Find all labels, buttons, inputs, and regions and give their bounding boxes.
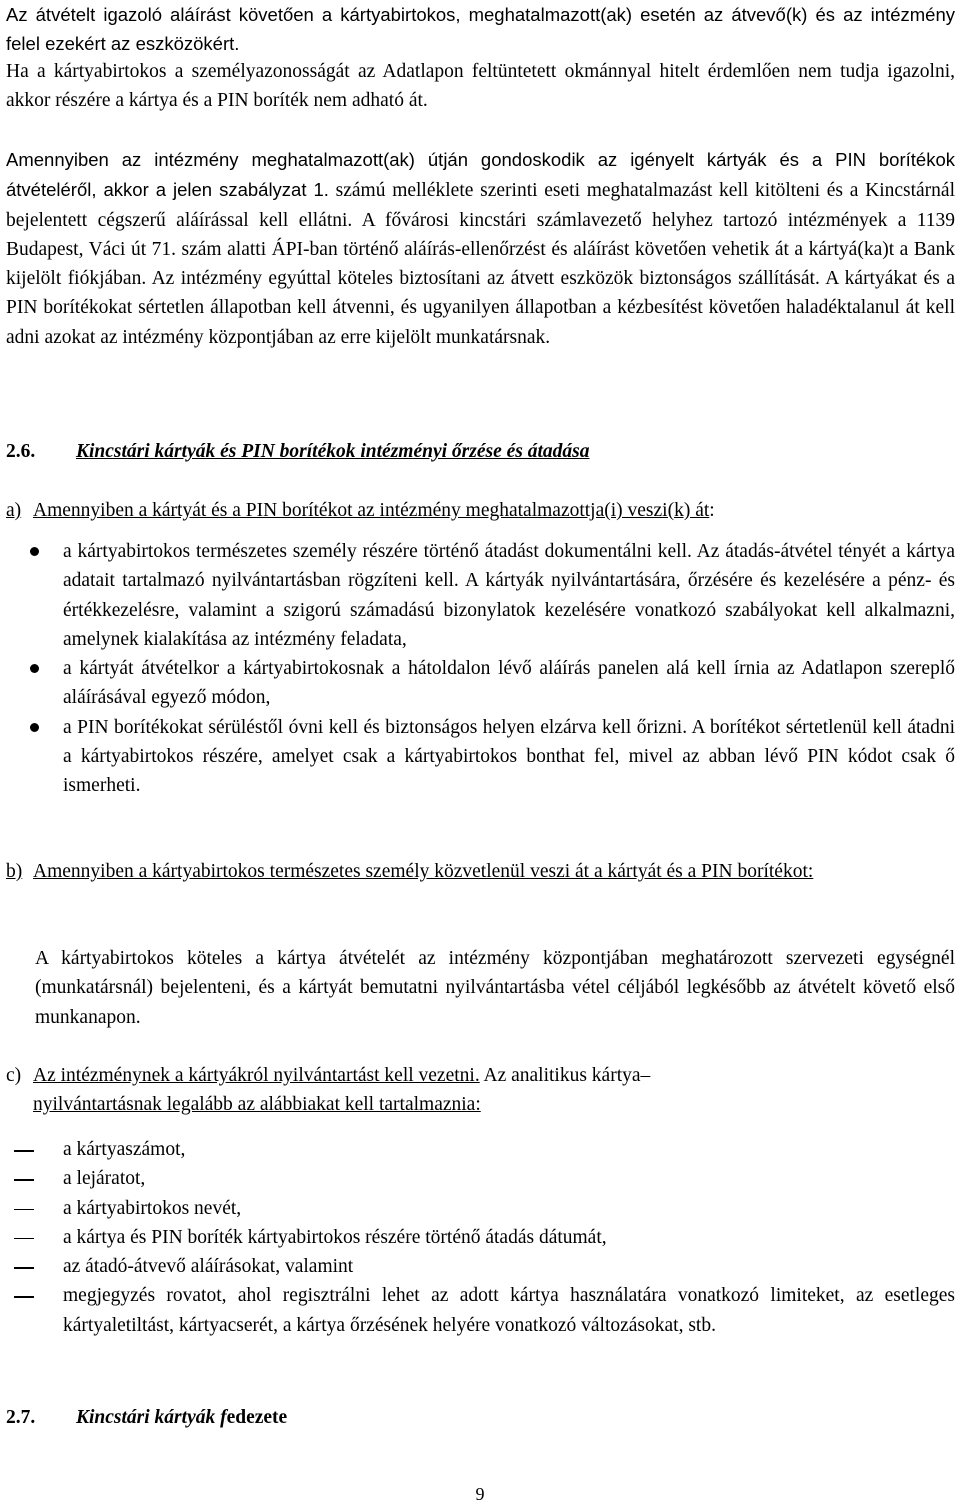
dash-icon — [14, 1209, 34, 1211]
subsection-a-colon: : — [709, 500, 715, 521]
dash-icon — [14, 1150, 34, 1152]
section-2-6-title: Kincstári kártyák és PIN borítékok intézményi őrzése és átadása — [76, 441, 590, 462]
list-item — [0, 654, 955, 713]
list-item — [0, 1194, 955, 1223]
subsection-a-label: a) — [6, 500, 22, 521]
list-item-text: a lejáratot, — [63, 1168, 146, 1190]
subsection-b-label: b) — [6, 861, 23, 882]
subsection-a-heading — [6, 496, 955, 525]
dash-icon — [14, 1296, 34, 1298]
subsection-b-body: A kártyabirtokos köteles a kártya átvételét az intézmény központjában meghatározott szervezeti egységnél (munkatársnál) bejelenteni, és a kártyát bemutatni nyilvántartásba vétel céljából legkésőbb az átvételt követő első munkanapon. — [35, 948, 955, 1028]
list-item — [0, 1164, 955, 1193]
list-item-text: a kártyaszámot, — [63, 1139, 186, 1160]
subsection-b-heading — [6, 857, 955, 886]
list-item-text: megjegyzés rovatot, ahol regisztrálni lehet az adott kártya használatára vonatkozó limiteket, az esetleges kártyaletiltást, kártyacserét, a kártya őrzésének helyére vonatkozó változásokat, stb. — [63, 1285, 955, 1336]
paragraph-authorized-persons-sans-part: Amennyiben az intézmény meghatalmazott(ak) útján gondoskodik az igényelt kártyák és a PIN borítékok átvételéről, akkor a jelen szabályzat 1. — [6, 149, 955, 201]
section-2-7-number: 2.7. — [6, 1407, 36, 1428]
section-2-6-heading — [6, 437, 590, 466]
subsection-c-text-plain: Az analitikus kártya — [479, 1065, 641, 1086]
list-item — [0, 1252, 955, 1281]
list-item — [0, 1135, 955, 1164]
subsection-a-bullet-list — [0, 537, 960, 801]
list-item-text: a PIN borítékokat sérüléstől óvni kell és biztonságos helyen elzárva kell őrizni. A borítékot sértetlenül kell átadni a kártyabirtokos részére, amelyet csak a kártyabirtokos bonthat fel, mivel az abban lévő PIN kódot csak ő ismerheti. — [63, 716, 955, 797]
list-item — [0, 1223, 955, 1252]
subsection-a-text: Amennyiben a kártyát és a PIN borítékot az intézmény meghatalmazottja(i) veszi(k) át — [33, 500, 710, 521]
list-item-text: a kártya és PIN boríték kártyabirtokos részére történő átadás dátumát, — [63, 1226, 607, 1248]
subsection-c-dash: – — [640, 1065, 651, 1086]
subsection-c-label: c) — [6, 1065, 22, 1086]
paragraph-acceptance-liability: Az átvételt igazoló aláírást követően a kártyabirtokos, meghatalmazott(ak) esetén az átvevő(k) és az intézmény felel ezekért az eszközökért. — [6, 4, 955, 55]
list-item-text: a kártyát átvételkor a kártyabirtokosnak a hátoldalon lévő aláírás panelen alá kell írnia az Adatlapon szereplő aláírásával egyező módon, — [63, 658, 955, 709]
section-2-7-heading — [6, 1403, 287, 1432]
bullet-icon — [30, 547, 39, 556]
subsection-c-text-underlined-2: nyilvántartásnak legalább az alábbiakat kell tartalmaznia: — [33, 1094, 481, 1116]
subsection-c-heading — [6, 1061, 955, 1120]
paragraph-identity-check: Ha a kártyabirtokos a személyazonosságát az Adatlapon feltüntetett okmánnyal hitelt érdemlően nem tudja igazolni, akkor részére a kártya és a PIN boríték nem adható át. — [6, 61, 955, 112]
section-2-6-number: 2.6. — [6, 441, 36, 462]
list-item — [0, 1281, 955, 1340]
list-item-text: a kártyabirtokos nevét, — [63, 1197, 242, 1219]
list-item — [0, 713, 955, 801]
paragraph-authorized-persons-serif-part: számú melléklete szerinti eseti meghatalmazást kell kitölteni és a Kincstárnál bejelentett cégszerű aláírással kell ellátni. A fővárosi kincstári számlavezető helyhez tartozó intézmények a 1139 Budapest, Váci út 71. szám alatti ÁPI-ban történő aláírás-ellenőrzést és aláírást követően vehetik át a kártyá(ka)t a Bank kijelölt fiókjában. Az intézmény egyúttal köteles biztosítani az átvett eszközök biztonságos szállítását. A kártyákat és a PIN borítékokat sértetlen állapotban kell átvenni, és ugyanilyen állapotban a kézbesítést követően haladéktalanul át kell adni azokat az intézmény központjában az erre kijelölt munkatársnak. — [6, 180, 955, 348]
subsection-b-text: Amennyiben a kártyabirtokos természetes személy közvetlenül veszi át a kártyát és a PIN borítékot: — [33, 861, 814, 882]
page-number: 9 — [475, 1484, 485, 1504]
list-item-text: az átadó-átvevő aláírásokat, valamint — [63, 1256, 354, 1278]
dash-icon — [14, 1238, 34, 1240]
list-item — [0, 537, 955, 654]
bullet-icon — [30, 664, 39, 673]
subsection-c-text-underlined: Az intézménynek a kártyákról nyilvántartást kell vezetni. — [33, 1065, 480, 1086]
list-item-text: a kártyabirtokos természetes személy részére történő átadást dokumentálni kell. Az átadás-átvétel tényét a kártya adatait tartalmazó nyilvántartásban rögzíteni kell. A kártyák nyilvántartására, őrzésére és kezelésére a pénz- és értékkezelésre, valamint a szigorú számadású bizonylatok kezelésére vonatkozó szabályokat kell alkalmazni, amelynek kialakítása az intézmény feladata, — [63, 541, 955, 650]
paragraph-authorized-persons — [6, 145, 955, 352]
subsection-c-dash-list — [0, 1135, 960, 1340]
bullet-icon — [30, 723, 39, 732]
section-2-7-title-italic: Kincstári kártyák f — [76, 1407, 227, 1428]
section-2-7-title-rest: edezete — [226, 1407, 288, 1428]
dash-icon — [14, 1179, 34, 1181]
dash-icon — [14, 1267, 34, 1269]
